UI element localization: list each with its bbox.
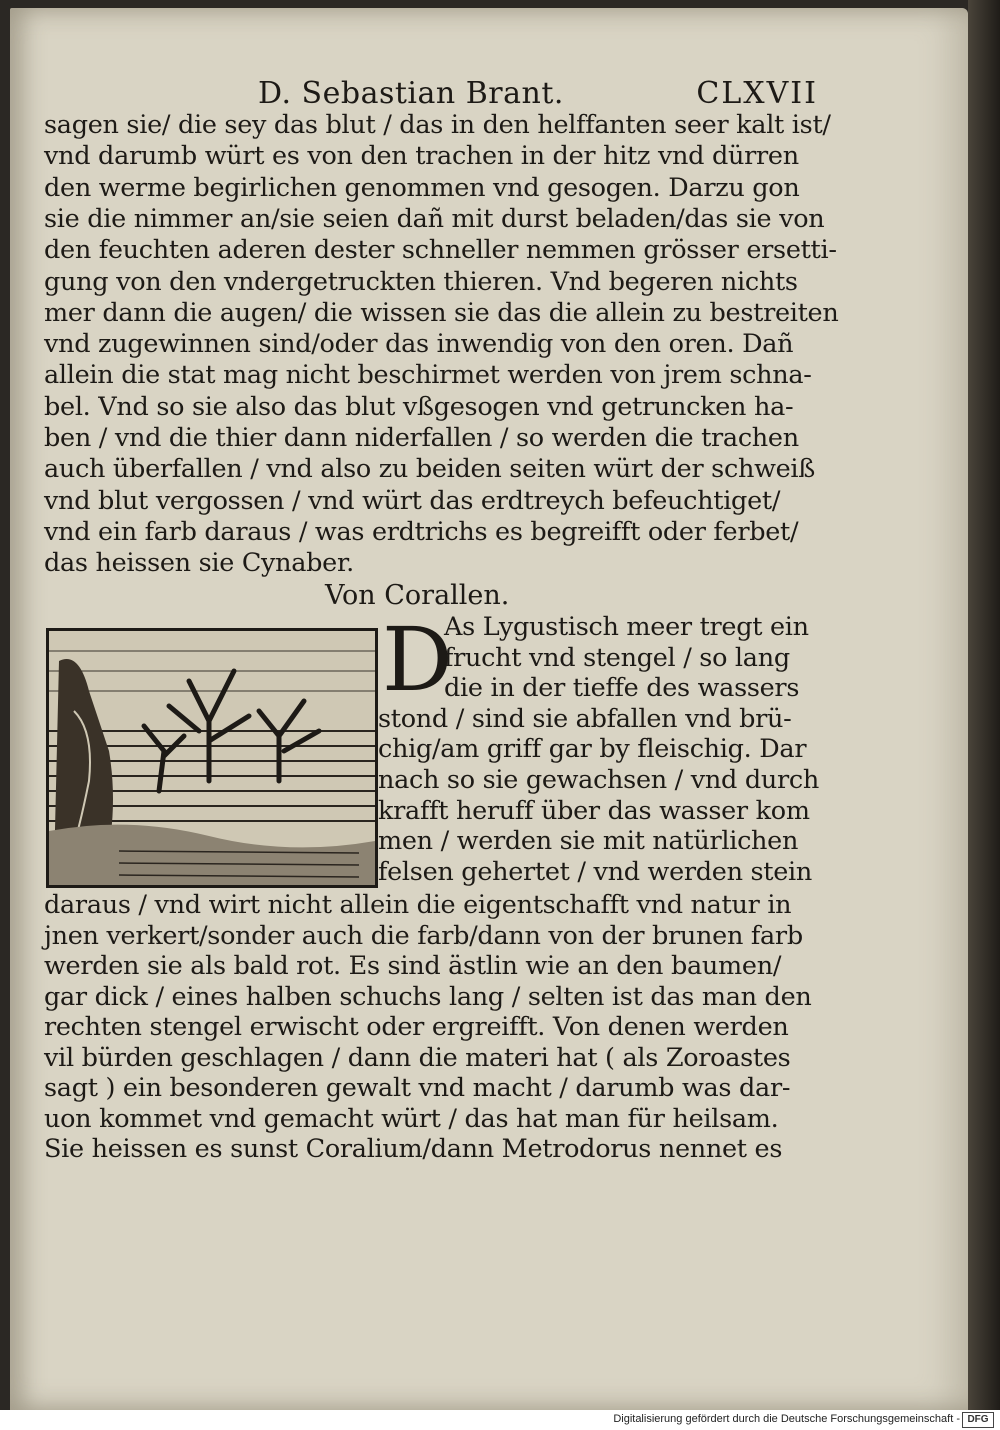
text-line: gung von den vndergetruckten thieren. Vnd begeren nichts — [44, 266, 798, 297]
running-header — [258, 76, 818, 112]
text-line: felsen gehertet / vnd werden stein — [378, 856, 813, 887]
text-line: stond / sind sie abfallen vnd brü- — [378, 703, 792, 734]
text-line: rechten stengel erwischt oder ergreifft. Von denen werden — [44, 1012, 789, 1042]
text-line: den feuchten aderen dester schneller nemmen grösser ersetti- — [44, 235, 837, 266]
text-line: Sie heissen es sunst Coralium/dann Metrodorus nennet es — [44, 1134, 783, 1164]
page-edge — [968, 0, 1000, 1410]
text-line: daraus / vnd wirt nicht allein die eigentschafft vnd natur in — [44, 890, 792, 920]
text-line: krafft heruff über das wasser kom — [378, 795, 810, 826]
text-line: vil bürden geschlagen / dann die materi hat ( als Zoroastes — [44, 1042, 791, 1073]
text-line: werden sie als bald rot. Es sind ästlin wie an den baumen/ — [44, 951, 782, 981]
text-line: vnd ein farb daraus / was erdtrichs es begreifft oder ferbet/ — [44, 516, 799, 547]
text-line: ben / vnd die thier dann niderfallen / so werden die trachen — [44, 423, 799, 453]
woodcut-illustration — [46, 628, 378, 888]
running-header-author: D. Sebastian Brant. — [258, 76, 564, 111]
section-title: Von Corallen. — [325, 580, 510, 611]
coral-woodcut-image — [49, 631, 375, 885]
text-line: allein die stat mag nicht beschirmet werden von jrem schna- — [44, 360, 812, 391]
text-line: vnd darumb würt es von den trachen in der hitz vnd dürren — [44, 141, 799, 172]
funding-credit: Digitalisierung gefördert durch die Deutsche Forschungsgemeinschaft - — [613, 1413, 960, 1425]
text-line: gar dick / eines halben schuchs lang / selten ist das man den — [44, 981, 812, 1012]
text-line: sagen sie/ die sey das blut / das in den helffanten seer kalt ist/ — [44, 110, 831, 140]
text-line: vnd blut vergossen / vnd würt das erdtreych befeuchtiget/ — [44, 485, 781, 516]
folio-number: CLXVII — [696, 76, 818, 111]
text-line: As Lygustisch meer tregt ein — [444, 612, 809, 642]
text-line: bel. Vnd so sie also das blut vßgesogen vnd getruncken ha- — [44, 391, 794, 422]
decorated-initial: D — [382, 608, 453, 711]
text-line: mer dann die augen/ die wissen sie das die allein zu bestreiten — [44, 297, 839, 328]
text-line: frucht vnd stengel / so lang — [444, 642, 790, 673]
footer-bar — [0, 1410, 1000, 1430]
text-line: den werme begirlichen genommen vnd gesogen. Darzu gon — [44, 172, 800, 203]
text-line: auch überfallen / vnd also zu beiden seiten würt der schweiß — [44, 454, 815, 485]
text-line: sie die nimmer an/sie seien dañ mit durst beladen/das sie von — [44, 203, 825, 234]
dfg-logo: DFG — [962, 1412, 994, 1428]
text-line: sagt ) ein besonderen gewalt vnd macht / darumb was dar- — [44, 1073, 791, 1103]
text-line: nach so sie gewachsen / vnd durch — [378, 765, 819, 795]
text-line: uon kommet vnd gemacht würt / das hat man für heilsam. — [44, 1103, 779, 1134]
text-line: die in der tieffe des wassers — [444, 673, 800, 704]
text-line: men / werden sie mit natürlichen — [378, 826, 799, 857]
text-line: chig/am griff gar by fleischig. Dar — [378, 734, 807, 765]
text-line: das heissen sie Cynaber. — [44, 548, 354, 579]
text-line: jnen verkert/sonder auch die farb/dann von der brunen farb — [44, 920, 803, 951]
text-line: vnd zugewinnen sind/oder das inwendig von den oren. Dañ — [44, 329, 794, 360]
